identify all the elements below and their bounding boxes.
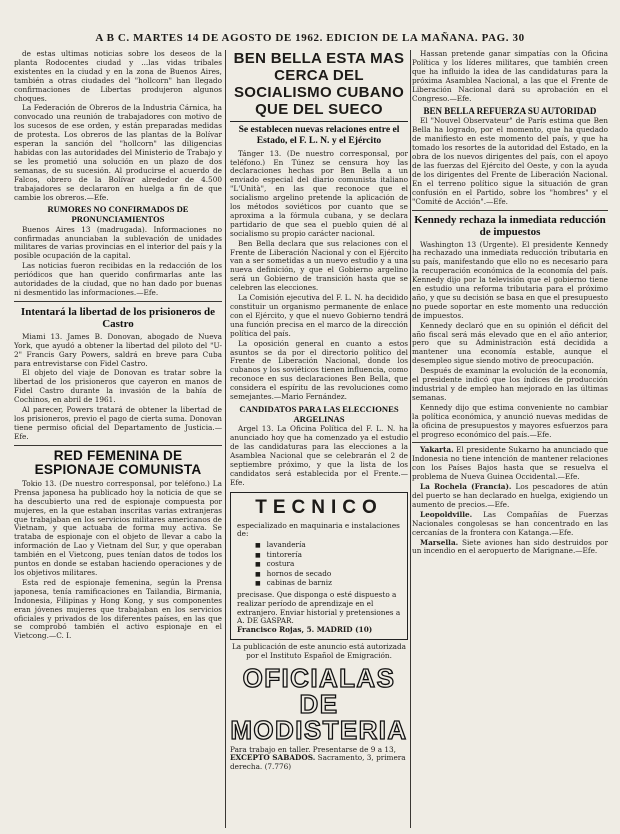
brief-lead: Marsella. [420, 537, 459, 547]
tecnico-ad [230, 492, 408, 641]
benbella-paragraph: La Comisión ejecutiva del F. L. N. ha decidido constituir un organismo permanente de enlace con el Ejército, y que el nuevo Gobierno tendrá una función precisa en el marco de la dirección política del país. [230, 293, 408, 338]
tecnico-ad-intro: especializado en maquinaria e instalaciones de: [237, 520, 400, 539]
castro-paragraph: Miami 13. James B. Donovan, abogado de Nueva York, que ayudó a obtener la libertad del piloto del "U-2" Francis Gary Powers, saldrá en breve para Cuba para entrevistarse con Fidel Castro. [14, 331, 222, 368]
castro-paragraph: El objeto del viaje de Donovan es tratar sobre la libertad de los prisioneros que cayeron en manos de Fidel Castro durante la invasión de la bahía de Cochinos, en abril de 1961. [14, 368, 222, 405]
divider [412, 210, 608, 211]
intro-paragraph: de estas ultimas noticias sobre los deseos de la planta Rodocentes ciudad y ...las vidas tribales existentes en la ciudad y en la zona de Buenos Aires, también a otras ciudades del "hollcorn" han llegado confirmaciones de Libertas produjeron algunos choques. [14, 50, 222, 103]
divider [412, 442, 608, 443]
benbella-autoridad-paragraph: El "Nouvel Observateur" de París estima que Ben Bella ha logrado, por el momento, que ha quedado de manifiesto en este momento del país, y que ha tomado los resortes de la autoridad del Estado, en la obra de los nuevos dirigentes del país, con el apoyo de las fuerzas del Ejército del Oeste, y con la ayuda de los dirigentes del Frente de Liberación Nacional. En el terreno político sigue la situación de gran confusión en el Partido, sobre los "hombres" y el "Comité de Acción".—Efe. [412, 116, 608, 206]
red-paragraph: Tokio 13. (De nuestro corresponsal, por teléfono.) La Prensa japonesa ha publicado hoy la noticia de que se ha descubierto una red de espionaje compuesta por mujeres, en la que estaban inscritas varias extranjeras que trabajaban en los servicios militares americanos de Vietnam, y que actuaba de forma muy activa. Se trataba de espionaje con el objeto de llevar a cabo la información de Lao y Vietnam del Sur, y que operaban también en el Vietcong, pues tenían datos de todos los puntos en donde se estaban haciendo operaciones y de los objetivos militares. [14, 478, 222, 577]
brief-text: Siete aviones han sido destruidos por un incendio en el aeropuerto de Marignane.—Efe. [412, 537, 608, 556]
brief-lead: La Rochela (Francia). [420, 482, 512, 492]
tecnico-ad-item: ■ cabinas de barniz [255, 579, 401, 589]
oficialas-ad-text: Para trabajo en taller. Presentarse de 9 a 13, [230, 744, 396, 754]
castro-paragraph: Al parecer, Powers tratará de obtener la libertad de los prisioneros, previo el pago de cierta suma. Donovan tiene permiso oficial del Departamento de Justicia.—Efe. [14, 405, 222, 441]
column-left [14, 50, 222, 828]
intro-paragraph: La Federación de Obreros de la Industria Cárnica, ha convocado una reunión de trabajadores con motivo de los sucesos de ese orden, y están preparadas medidas de protesta. Los obreros de las plantas de la Bolívar esperan la sanción del "hollcorn" las diligencias habidas con las autoridades del Ministerio de Trabajo y se les prometió una solución en un plazo de dos semanas, de su sucesión. Al producirse el acuerdo de Falcos, obrero de la Bolívar alrededor de 4.500 trabajadores se declararon en huelga a fin de que cambie los obreros.—Efe. [14, 103, 222, 202]
oficialas-ad-title: OFICIALAS DE MODISTERIA [230, 662, 408, 745]
benbella-paragraph: Tánger 13. (De nuestro corresponsal, por teléfono.) En Túnez se censura hoy las declaraciones hechas por Ben Bella a un enviado especial del diario comunista italiano "L'Unità", en las que reconoce que el socialismo argelino pretende la aplicación de los métodos soviéticos por cuanto que se aproxima a la fórmula cubana, y se declara partidario de que sea el pueblo quien dé al socialismo su propio carácter nacional. [230, 148, 408, 238]
brief-lead: Leopoldville. [420, 509, 473, 519]
kennedy-paragraph: Washington 13 (Urgente). El presidente Kennedy ha rechazado una inmediata reducción tributaria en su país, manifestando que ello no es necesario para la recuperación económica de la economía del país. Kennedy dijo por la televisión que el gobierno tiene en estudio una reforma tributaria para el próximo año, y que su decisión se basa en que el presupuesto no puede soportar en este momento una reducción de impuestos. [412, 239, 608, 320]
tecnico-ad-item: ■ hornos de secado [255, 570, 401, 580]
brief-text: El presidente Sukarno ha anunciado que Indonesia no tiene intención de mantener relaciones con los Países Bajos hasta que se resuelva el problema de Nueva Guinea Occidental.—Efe. [412, 445, 608, 482]
brief-text: Las Compañías de Fuerzas Nacionales congolesas se han concentrado en las cercanías de la frontera con Katanga.—Efe. [412, 509, 608, 537]
tecnico-ad-item: ■ costura [255, 560, 401, 570]
red-headline: RED FEMENINA DE ESPIONAJE COMUNISTA [34, 447, 202, 478]
tecnico-ad-item: ■ tintorería [255, 551, 401, 561]
tecnico-ad-item: ■ lavandería [255, 541, 401, 551]
brief-item [412, 446, 608, 482]
kennedy-paragraph: Kennedy dijo que estima conveniente no cambiar la política económica, y anunció nuevas medidas de la oficina de presupuestos y mayores esfuerzos para el progreso económico del país.—Efe. [412, 402, 608, 439]
tecnico-ad-title: TECNICO [255, 496, 383, 518]
benbella-headline: BEN BELLA ESTA MAS CERCA DEL SOCIALISMO CUBANO QUE DEL SUECO [230, 50, 408, 122]
castro-headline: Intentará la libertad de los prisioneros de Castro [20, 305, 216, 330]
benbella-paragraph: Ben Bella declara que sus relaciones con el Frente de Liberación Nacional y con el Ejército van a ser sometidas a un nuevo estudio y a una nueva definición, y que el Gobierno argelino será un Gobierno de transición hasta que se celebren las elecciones. [230, 238, 408, 293]
red-paragraph: Esta red de espionaje femenina, según la Prensa japonesa, tenía ramificaciones en Tailandia, Birmania, Indonesia, Filipinas y Hong Kong, y sus componentes eran jóvenes mujeres que trabajaban en los servicios oficiales y privados de los diferentes países, en las que se comprobó también el activo espionaje en el Vietcong.—C. I. [14, 577, 222, 641]
candidatos-headline: CANDIDATOS PARA LAS ELECCIONES ARGELINAS [239, 403, 399, 424]
column-right [412, 50, 608, 828]
brief-lead: Yakarta. [420, 445, 454, 455]
column-middle [230, 50, 408, 828]
masthead: A B C. MARTES 14 DE AGOSTO DE 1962. EDICION DE LA MAÑANA. PAG. 30 [95, 32, 525, 44]
kennedy-paragraph: Kennedy declaró que en su opinión el déficit del año fiscal será más elevado que en el año anterior, pero que su Administración está decidida a mantener una economía estable, aunque el desempleo sigue siendo motivo de preocupación. [412, 320, 608, 366]
emigration-note: La publicación de este anuncio está autorizada por el Instituto Español de Emigración. [231, 642, 407, 660]
benbella-paragraph: La oposición general en cuanto a estos asuntos se da por el directorio político del Frente de Liberación Nacional, donde los cubanos y los soviéticos tienen influencia, como reconoce en sus declaraciones Ben Bella, que considera el espíritu de las revoluciones como semejantes.—Mario Fernández. [230, 338, 408, 402]
newspaper-page [8, 0, 612, 834]
intro-paragraph: Hassan pretende ganar simpatías con la Oficina Política y los líderes militares, que también creen que ha influido la idea de las candidaturas para la próxima Asamblea Nacional, a las que el Frente de Liberación Nacional dará su aprobación en el Congreso.—Efe. [412, 50, 608, 103]
tecnico-ad-contact: Francisco Rojas, 5. MADRID (10) [237, 625, 373, 635]
brief-item [412, 511, 608, 538]
brief-text: Los pescadores de atún del puerto se han declarado en huelga, exigiendo un aumento de precios.—Efe. [412, 482, 608, 509]
benbella-subhead: Se establecen nuevas relaciones entre el Estado, el F. L. N. y el Ejército [238, 124, 400, 146]
column-rule-2 [410, 50, 411, 828]
tecnico-ad-text: precisase. Que disponga o esté dispuesto a realizar período de aprendizaje en el extranjero. Enviar historial y pretensiones a A. DE GASPAR. [237, 590, 401, 626]
rumores-paragraph: Las noticias fueron recibidas en la redacción de los periódicos que han querido confirmarlas ante las autoridades de la ciudad, que no han dado por buenas ni desmentido las informaciones.—Efe. [14, 261, 222, 297]
benbella-autoridad-headline: BEN BELLA REFUERZA SU AUTORIDAD [423, 106, 597, 117]
tecnico-ad-list [255, 541, 401, 589]
kennedy-headline: Kennedy rechaza la inmediata reducción de impuestos [414, 213, 606, 238]
candidatos-paragraph: Argel 13. La Oficina Política del F. L. N. ha anunciado hoy que ha comenzado ya el estudio de las candidaturas para las elecciones a la Asamblea Nacional que se celebrarán el 2 de septiembre próximo, y que la lista de los candidatos será establecida por el Frente.—Efe. [230, 424, 408, 487]
column-rule-1 [225, 50, 226, 828]
divider [14, 301, 222, 302]
oficialas-ad-contact: Sacramento, 3, primera derecha. (7.776) [230, 753, 406, 772]
brief-item [412, 539, 608, 557]
oficialas-ad-body [230, 746, 408, 772]
oficialas-ad-bold: EXCEPTO SABADOS. [230, 753, 316, 763]
divider [14, 445, 222, 446]
kennedy-paragraph: Después de examinar la evolución de la economía, el presidente indicó que los índices de producción industrial y de empleo han mejorado en las últimas semanas. [412, 366, 608, 402]
rumores-paragraph: Buenos Aires 13 (madrugada). Informaciones no confirmadas anunciaban la sublevación de unidades militares de varias provincias en el interior del país y la posible ocupación de la capital. [14, 224, 222, 261]
rumores-headline: RUMORES NO CONFIRMADOS DE PRONUNCIAMIENTOS [47, 204, 189, 224]
brief-item [412, 483, 608, 510]
